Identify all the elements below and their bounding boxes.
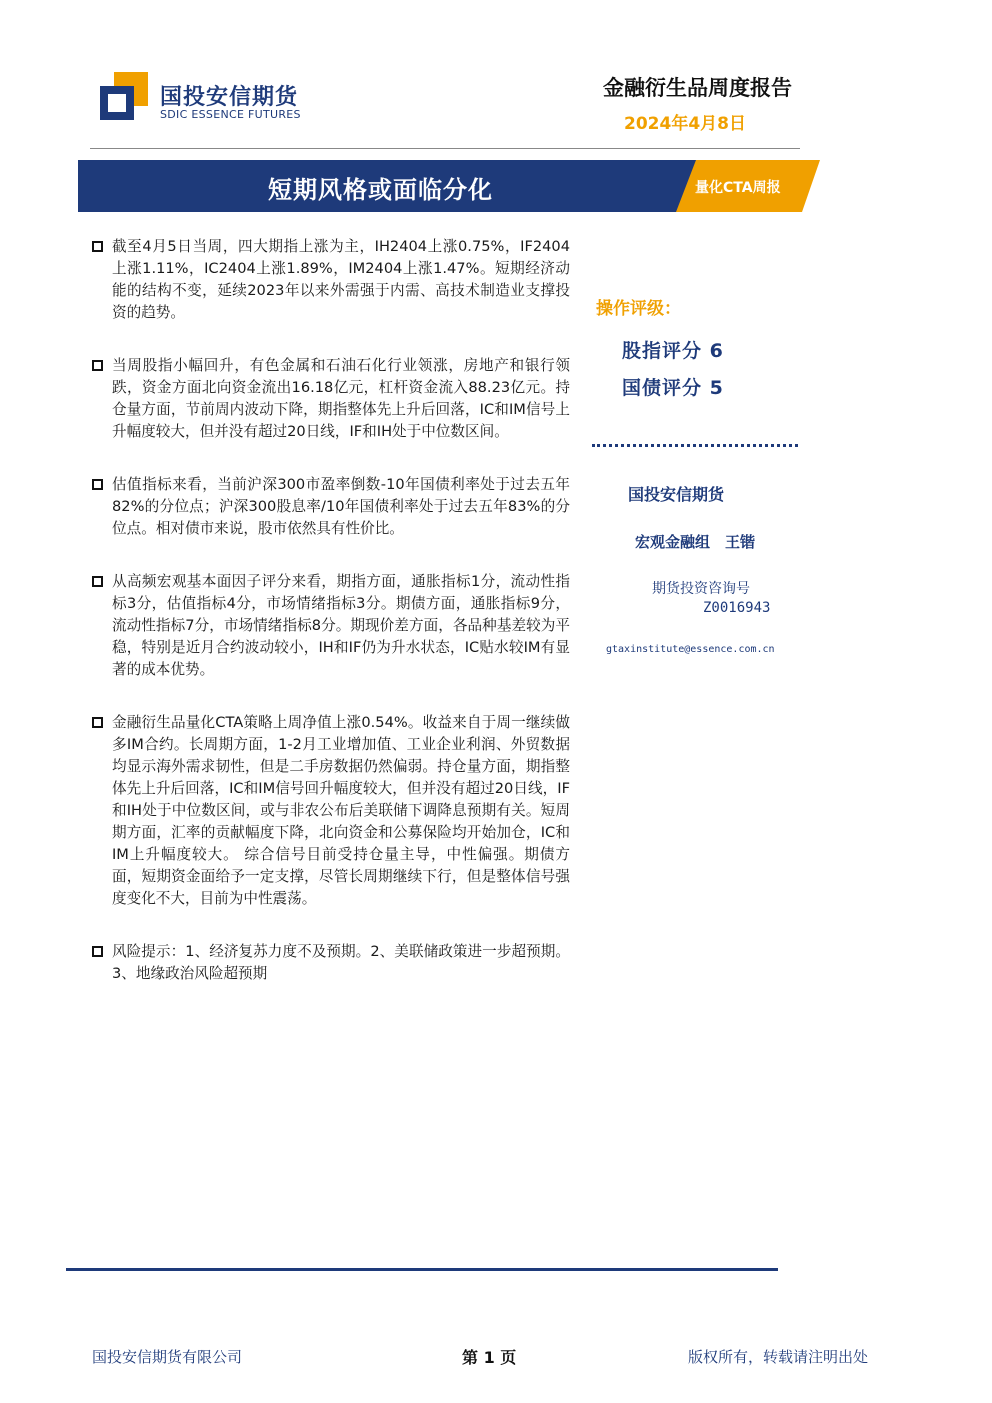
logo-en-text: SDIC ESSENCE FUTURES <box>160 108 301 121</box>
footer-company: 国投安信期货有限公司 <box>92 1348 243 1366</box>
report-title: 短期风格或面临分化 <box>268 176 493 204</box>
analyst-group: 宏观金融组 王锴 <box>635 533 756 551</box>
logo-cn-text: 国投安信期货 <box>160 85 299 110</box>
bullet-text: 从高频宏观基本面因子评分来看，期指方面，通胀指标1分，流动性指标3分，估值指标4分，市场情绪指标3分。期债方面，通胀指标9分，流动性指标7分，市场情绪指标8分。期现价差方面，各品种基差较为平稳，特别是近月合约波动较小，IH和IF仍为升水状态，IC贴水较IM有显著的成本优势。 <box>112 573 570 678</box>
checkbox-bullet-icon <box>92 241 103 252</box>
header-divider <box>90 148 800 149</box>
list-item <box>90 355 570 443</box>
rating-label: 操作评级： <box>596 299 681 319</box>
list-item <box>90 712 570 910</box>
footer-copyright: 版权所有，转载请注明出处 <box>688 1348 869 1366</box>
logo-mark-icon <box>100 72 148 122</box>
footer-divider <box>66 1268 778 1271</box>
company-logo <box>100 72 300 132</box>
bullet-text: 当周股指小幅回升，有色金属和石油石化行业领涨，房地产和银行领跌，资金方面北向资金流出16.18亿元，杠杆资金流入88.23亿元。持仓量方面，节前周内波动下降，期指整体先上升后回落，IC和IM信号上升幅度较大，但并没有超过20日线，IF和IH处于中位数区间。 <box>112 357 570 440</box>
checkbox-bullet-icon <box>92 946 103 957</box>
list-item <box>90 236 570 324</box>
sidebar-divider <box>592 444 798 448</box>
title-banner <box>78 160 820 212</box>
bullet-text: 截至4月5日当周，四大期指上涨为主，IH2404上涨0.75%，IF2404上涨1.11%，IC2404上涨1.89%，IM2404上涨1.47%。短期经济动能的结构不变，延续2023年以来外需强于内需、高技术制造业支撑投资的趋势。 <box>112 238 570 321</box>
report-type: 金融衍生品周度报告 <box>603 76 792 100</box>
bullet-text: 估值指标来看，当前沪深300市盈率倒数-10年国债利率处于过去五年82%的分位点；沪深300股息率/10年国债利率处于过去五年83%的分位点。相对债市来说，股市依然具有性价比。 <box>112 476 570 537</box>
report-tag: 量化CTA周报 <box>695 180 781 196</box>
sidebar-company: 国投安信期货 <box>628 485 725 504</box>
checkbox-bullet-icon <box>92 360 103 371</box>
checkbox-bullet-icon <box>92 479 103 490</box>
checkbox-bullet-icon <box>92 717 103 728</box>
stock-index-score: 股指评分 6 <box>622 340 724 362</box>
license-number: Z0016943 <box>703 600 771 616</box>
contact-email[interactable]: gtaxinstitute@essence.com.cn <box>606 644 775 655</box>
bullet-text: 风险提示：1、经济复苏力度不及预期。2、美联储政策进一步超预期。3、地缘政治风险超预期 <box>112 943 570 982</box>
license-label: 期货投资咨询号 <box>652 581 750 597</box>
bullet-text: 金融衍生品量化CTA策略上周净值上涨0.54%。收益来自于周一继续做多IM合约。长周期方面，1-2月工业增加值、工业企业利润、外贸数据均显示海外需求韧性，但是二手房数据仍然偏弱。持仓量方面，期指整体先上升后回落，IC和IM信号回升幅度较大，但并没有超过20日线，IF和IH处于中位数区间，或与非农公布后美联储下调降息预期有关。短周期方面，汇率的贡献幅度下降，北向资金和公募保险均开始加仓，IC和IM上升幅度较大。 综合信号目前受持仓量主导，中性偏强。期债方面，短期资金面给予一定支撑，尽管长周期继续下行，但是整体信号强度变化不大，目前为中性震荡。 <box>112 714 570 907</box>
summary-list <box>90 236 570 1016</box>
list-item <box>90 571 570 681</box>
list-item <box>90 474 570 540</box>
list-item <box>90 941 570 985</box>
bond-score: 国债评分 5 <box>622 377 724 399</box>
page-number: 第 1 页 <box>462 1348 517 1367</box>
report-date: 2024年4月8日 <box>624 114 746 134</box>
checkbox-bullet-icon <box>92 576 103 587</box>
